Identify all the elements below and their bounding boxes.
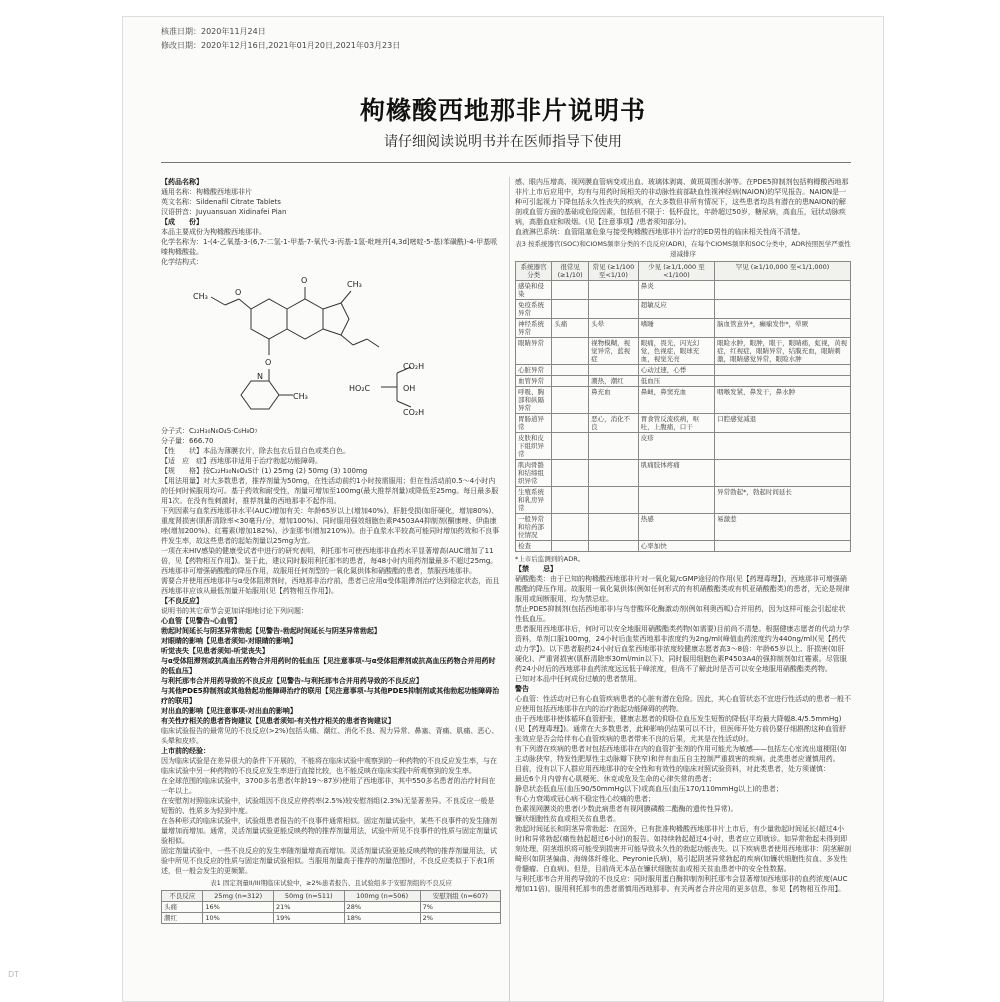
table3-cell: 头晕 [589,319,639,338]
adverse-hearing: 听觉丧失【见患者须知-听觉丧失】 [161,647,269,655]
table3-cell: 眼睛异常 [516,338,552,365]
table3-cell: 生殖系统和乳房异常 [516,487,552,514]
adverse-intro: 说明书的其它章节会更加详细地讨论下列问题： [161,607,308,615]
table1-cell: 21% [273,902,344,913]
section-adverse-reactions: 【不良反应】 [161,597,203,605]
table3-cell: 潮热，潮红 [589,376,639,387]
table1-cell: 10% [203,913,274,924]
pyrimidine-ring [287,299,323,339]
table3-cell: 检查 [516,541,552,552]
table1-header: 25mg (n=312) [203,891,274,902]
table3-row [516,487,851,514]
piperazine-ring [241,381,279,409]
table3-cell [715,541,851,552]
contra-timing: 患者服用西地那非后，何时可以安全地服用硝酸酯类药物(如需要)目前尚不清楚。根据健康志愿者的代动力学资料，单剂口服100mg，24小时后血浆西地那非浓度约为2ng/ml(峰值血药浓度约为440ng/ml)(见【药代动力学】)。以下患者服药24小时后血浆西地那非浓度较健康志愿者高3～8倍：年龄65岁以上、肝损害(如肝硬化)、严重肾损害(肌酐清除率30ml/min以下)、同时服用细胞色素P4503A4的强抑制剂如红霉素。尽管服药24小时后的西地那非血药浓度远远低于峰浓度，但尚不了解此时是否可以安全地服用硝酸酯类药物。 [515,625,850,673]
table3-cell: 心动过速，心悸 [638,365,714,376]
adverse-counseling: 有关性疗相关的患者咨询建议【见患者须知-有关性疗相关的患者咨询建议】 [161,717,395,725]
table3-cell [589,281,639,300]
adverse-eyes: 对眼睛的影响【见患者须知-对眼睛的影响】 [161,637,297,645]
contra-allergy: 已知对本品中任何成份过敏的患者禁用。 [515,675,641,683]
table3-cell [552,376,589,387]
column-divider [509,177,510,1001]
table3-cell [715,300,851,319]
table3-row [516,365,851,376]
table3-cell: 胃肠道异常 [516,414,552,433]
table1-cell: 头痛 [162,902,203,913]
chem-label-ether-o: O [235,288,242,297]
premarket-p4: 在各种形式的临床试验中，试验组患者报告的不良事件通常相似。固定剂量试验中，某些不良事件的发生随剂量增加而增加。通常，灵活剂量试验更能反映药物的推荐剂量用法，试验中所见不良事件的性质与固定剂量试验相似。 [161,817,497,845]
table3-cell [552,281,589,300]
table3-cell: 皮肤和皮下组织异常 [516,433,552,460]
ritonavir-note: 一项在未HIV感染的健康受试者中进行的研究表明，利托那韦可使西地那非血药水平显著增高(AUC增加了11倍，见【药物相互作用】)。鉴于此，建议同时服用利托那韦的患者，每48小时内用药剂量最多不超过25mg。 [161,547,498,565]
table3-cell: 神经系统异常 [516,319,552,338]
left-column [161,177,501,1001]
adverse-bleeding: 对出血的影响【见注意事项-对出血的影响】 [161,707,297,715]
table3-header: 少见 (≥1/1,000 至<1/100) [638,262,714,281]
revision-date: 修改日期：2020年12月16日,2021年01月20日,2021年03月23日 [161,41,401,50]
generic-name: 通用名称：枸橼酸西地那非片 [161,188,252,196]
table3-cell: 眼睑水肿，眼肿，眼干，眼睛痛，虹视，黄视症，红视症，眼睛异常，结膜充血，眼睛刺激，眼睛感觉异常，眼睑水肿 [715,338,851,365]
table1-row [162,902,501,913]
chem-label-n-methyl: CH₃ [293,392,308,401]
chem-label-carbonyl-o: O [301,276,308,285]
table1-header-row [162,891,501,902]
adverse-pde5: 与其他PDE5抑制剂或其他勃起功能障碍治疗的联用【见注意事项-与其他PDE5抑制剂或其他勃起功能障碍治疗的联用】 [161,687,500,705]
chemical-name: 化学名称为：1-(4-乙氧基-3-(6,7-二氢-1-甲基-7-氧代-3-丙基-1氢-吡唑并[4,3d]嘧啶-5-基)苯磺酰)-4-甲基哌嗪枸橼酸盐。 [161,238,498,256]
table3-cell: 易激惹 [715,514,851,541]
section-drug-name: 【药品名称】 [161,178,203,186]
table1-row [162,913,501,924]
table3-cell: 头痛 [552,319,589,338]
contra-nitrates: 硝酸酯类：由于已知的枸橼酸西地那非片对一氧化氮/cGMP途径的作用(见【药理毒理】)，西地那非可增强硝酸酯的降压作用。故服用一氧化氮供体(例如任何形式的有机硝酸酯类或有机亚硝酸酯类)的患者，无论是规律服用或间断服用，均为禁忌症。 [515,575,850,603]
indications: 【适 应 症】西地那非适用于治疗勃起功能障碍。 [161,457,322,465]
table3-cell [552,300,589,319]
table3-cell: 呼吸、胸部和纵隔异常 [516,387,552,414]
chem-label-ethyl-ch3: CH₃ [193,292,208,301]
table3-header: 常见 (≥1/100 至<1/10) [589,262,639,281]
warning-vasodilation: 由于西地那非使体循环血管舒张，健康志愿者的仰卧位血压发生短暂的降低(平均最大降幅8.4/5.5mmHg)(见【药理毒理】)。通常在大多数患者，此种影响仍结果可以不计，但医师开处方前仍要仔细斟酌这种血管舒张效应是否会给伴有心血管疾病的患者带来不良的后果，尤其是在性活动时。 [515,715,846,743]
table3-cell [552,387,589,414]
table3-cell [552,487,589,514]
table3-cell [552,541,589,552]
molecular-weight: 分子量：666.70 [161,437,214,445]
table3-cell: 胃食管反流疾病，呕吐，上腹痛，口干 [638,414,714,433]
warning-list-1: 最近6个月内曾有心肌梗死、休克或危及生命的心律失常的患者； [515,775,716,783]
blood-system-note: 血液淋巴系统：血管阻塞危象与接受枸橼酸西地那非片治疗的ED男性的临床相关性尚不清楚。 [515,228,805,236]
table3-row [516,300,851,319]
table3-cell: 一般异常和给药部位情况 [516,514,552,541]
chem-label-oh: OH [403,384,416,393]
table1-caption: 表1 固定剂量II/III期临床试验中，≥2%患者报告、且试验组多于安慰剂组的不良反应 [210,879,452,887]
premarket-heading: 上市前的经验： [161,747,210,755]
auc-factors: 下列因素与血浆西地那非水平(AUC)增加有关：年龄65岁以上(增加40%)、肝脏受损(如肝硬化，增加80%)、重度肾损害(肌酐清除率<30毫升/分，增加100%)、同时服用强效细胞色素P4503A4抑制剂(酮康唑、伊曲康唑(增加200%)、红霉素(增加182%)、沙奎那韦(增加210%))。由于血浆水平较高可能同时增加药效和不良事件发生率，故这些患者的起始剂量以25mg为宜。 [161,507,500,545]
table3-header-row [516,262,851,281]
section-composition: 【成 份】 [161,218,203,226]
table1-cell: 2% [420,913,500,924]
table3-cell [552,514,589,541]
english-name: 英文名称：Sildenafil Citrate Tablets [161,198,281,206]
chemical-structure-figure [181,269,441,419]
chem-label-co2h-bottom: CO₂H [403,408,425,417]
table3-cell: 眼痛，畏光，闪光幻觉，色视症，眼球充血，视觉光亮 [638,338,714,365]
warning-priapism: 勃起时间延长和阴茎异常勃起：在国外，已有批准枸橼酸西地那非片上市后，有少量勃起时间延长(超过4小时)和异常勃起(痛性勃起超过6小时)的报告。如持续勃起超过4小时，患者应立即就诊。如异常勃起未得到即刻处理，阴茎组织将可能受到损害并可能导致永久性的勃起功能丧失。以下疾病患者使用西地那非：阴茎解剖畸形(如阴茎偏曲、海绵体纤维化、Peyronie氏病)，易引起阴茎异常勃起的疾病(如镰状细胞性贫血、多发性骨髓瘤、白血病)。但是，目前尚无本品在镰状细胞贫血或相关贫血患者中的安全性数据。 [515,825,851,873]
section-contraindications: 【禁 忌】 [515,565,557,573]
table3-cell [552,433,589,460]
warning-sensitive-patients: 有下列潜在疾病的患者对包括西地那非在内的血管扩张剂的作用可能尤为敏感——包括左心室流出道梗阻(如主动脉狭窄，特发性肥厚性主动脉瓣下狭窄)和伴有血压自主控制严重损害的疾病。此类患者应谨慎用药。 [515,745,847,763]
warning-list-2: 静息状态低血压(血压90/50mmHg以下)或高血压(血压170/110mmHg以上)的患者； [515,785,783,793]
table1-header: 100mg (n=506) [344,891,420,902]
table1-cell: 18% [344,913,420,924]
common-adverse: 临床试验报告的最常见的不良反应(>2%)包括头痛、潮红、消化不良、视力异常、鼻塞、背痛、肌痛、恶心、头晕和皮疹。 [161,727,499,745]
table1-cell: 28% [344,902,420,913]
table3-header: 很常见 (≥1/10) [552,262,589,281]
table3-cell [552,338,589,365]
table3-header: 系统器官分类 [516,262,552,281]
table1-cell: 潮红 [162,913,203,924]
table3-row [516,387,851,414]
table3-cell [552,365,589,376]
premarket-p1: 因为临床试验是在差异很大的条件下开展的，不能将在临床试验中观察到的一种药物的不良反应发生率，与在临床试验中另一种药物的不良反应发生率进行直接比较，也不能反映在临床实践中所观察到的发生率。 [161,757,497,775]
table1-header: 50mg (n=511) [273,891,344,902]
instruction-leaflet [122,16,884,1002]
pinyin-name: 汉语拼音：Juyuansuan Xidinafei Pian [161,208,287,216]
table3-row [516,319,851,338]
adverse-priapism: 勃起时间延长与阴茎异常勃起【见警告-勃起时间延长与阴茎异常勃起】 [161,627,381,635]
table3-cell: 嗜睡 [638,319,714,338]
warning-no-data: 目前，没有以下人群应用西地那非的安全性和有效性的临床对照试验资料，对此类患者，处方须谨慎： [515,765,830,773]
table3-cell: 心脏异常 [516,365,552,376]
document-title: 枸橼酸西地那非片说明书 [359,96,646,125]
table3-cell: 恶心，消化不良 [589,414,639,433]
table3-cell [589,487,639,514]
table3-cell: 视物模糊，视觉异常，蓝视症 [589,338,639,365]
dosage-usage: 【用法用量】对大多数患者，推荐剂量为50mg，在性活动前约1小时按需服用；但在性活动前0.5～4小时内的任何时候服用均可。基于药效和耐受性，剂量可增加至100mg(最大推荐剂量)或降低至25mg。每日最多服用1次。在没有性刺激时，推荐剂量的西地那非不起作用。 [161,477,499,505]
table3-row [516,338,851,365]
warning-ritonavir: 与利托那韦合并用药导致的不良反应：同时服用蛋白酶抑制剂利托那韦会显著增加西地那非的血药浓度(AUC增加11倍)。服用利托那韦的患者需慎用西地那非。有关两者合并应用的更多信息，参见【药物相互作用】。 [515,875,848,893]
premarket-p5: 固定剂量试验中，一些不良反应的发生率随剂量增高而增加。灵活剂量试验更能反映药物的推荐剂量用法，试验中所见不良反应的性质与固定剂量试验相似。当服用剂量高于推荐的剂量范围时，不良反应类似于下表1所述，但一般会发生的更频繁。 [161,847,497,875]
adverse-ritonavir: 与利托那韦合并用药导致的不良反应【见警告-与利托那韦合并用药导致的不良反应】 [161,677,423,685]
table3-cell: 超敏反应 [638,300,714,319]
table1-cell: 7% [420,902,500,913]
chem-label-methyl-ch3: CH₃ [347,280,362,289]
right-column [515,177,851,1001]
alpha-blocker-note: 需要合并使用西地那非与α受体阻滞剂时，西地那非治疗前，患者已应用α受体阻滞剂治疗达到稳定状态，而且西地那非应该从最低剂量开始服用(见【药物相互作用】)。 [161,577,500,595]
adverse-hypotension: 与α受体阻滞剂或抗高血压药物合并用药时的低血压【见注意事项-与α受体阻滞剂或抗高血压药物合并用药时的低血压】 [161,657,496,675]
structure-label: 化学结构式： [161,258,203,266]
table3-cell [715,433,851,460]
table3-cell [589,433,639,460]
chem-label-co2h-top: CO₂H [403,362,425,371]
properties: 【性 状】本品为薄膜衣片，除去包衣后显白色或类白色。 [161,447,350,455]
table3-cell [589,514,639,541]
table3-cell [715,376,851,387]
table3-row [516,281,851,300]
warning-list-5: 镰状细胞性贫血或相关贫血患者。 [515,815,620,823]
main-ingredient: 本品主要成份为枸橼酸西地那非。 [161,228,266,236]
table3-cell: 鼻衄，鼻窦充血 [638,387,714,414]
table1-cell: 19% [273,913,344,924]
table3-cell: 鼻充血 [589,387,639,414]
table3-cell [715,460,851,487]
table1-cell: 16% [203,902,274,913]
table3-header: 罕见 (≥1/10,000 至<1/1,000) [715,262,851,281]
table3-cell: 异常勃起*，勃起时间延长 [715,487,851,514]
table3-cell [715,281,851,300]
chem-label-piperazine-n: N [257,372,263,381]
table3-cell: 血管异常 [516,376,552,387]
table3-cell [638,487,714,514]
table3-cell: 肌肉骨骼和结缔组织异常 [516,460,552,487]
table3-row [516,414,851,433]
table3-cell [552,460,589,487]
table3-cell: 鼻炎 [638,281,714,300]
watermark: DT [8,970,20,979]
table3 [515,261,851,552]
table1-header: 安慰剂组 (n=607) [420,891,500,902]
table3-cell: 脑血管意外*，癫痫发作*，晕厥 [715,319,851,338]
warning-list-3: 有心力衰竭或冠心病不稳定性心绞痛的患者； [515,795,655,803]
nitrate-note: 西地那非可增强硝酸酯的降压作用，故服用任何剂型的一氧化氮供体和硝酸酯的患者，禁服西地那非。 [161,567,476,575]
table3-cell: 感染和侵染 [516,281,552,300]
table3-cell [589,365,639,376]
table3-row [516,541,851,552]
premarket-p2: 在全球范围的临床试验中，3700多名患者(年龄19～87岁)使用了西地那非，其中550多名患者的治疗时间在一年以上。 [161,777,496,795]
premarket-p3: 在安慰剂对照临床试验中，试验组因不良反应停药率(2.5%)较安慰剂组(2.3%)无显著差异。不良反应一般是短暂的、性质多为轻到中度。 [161,797,495,815]
adverse-cardiovascular: 心血管【见警告-心血管】 [161,617,241,625]
section-warnings: 警告 [515,685,529,693]
pyrazole-ring [323,303,349,335]
molecular-formula: 分子式：C₂₂H₃₀N₆O₄S·C₆H₈O₇ [161,427,258,435]
table3-cell: 肌痛肢体疼痛 [638,460,714,487]
specifications: 【规 格】按C₂₂H₃₀N₆O₄S计 (1) 25mg (2) 50mg (3) 100mg [161,467,368,475]
table3-row [516,376,851,387]
table3-cell [589,541,639,552]
eye-effects-continued: 感、眼内压增高、视网膜血管病变或出血、玻璃体剥离、黄斑周围水肿等。在PDE5抑制剂包括枸橼酸西地那非片上市后应用中，均有与用药时间相关的非动脉性前部缺血性视神经病(NAION)的罕见报告。NAION是一种可引起视力下降包括永久性丧失的疾病，在大多数但非所有情况下，这些患者均具有潜在的患NAION的解剖或血管方面的基础或危险因素，包括但不限于：低杯盘比，年龄超过50岁，糖尿病，高血压，冠状动脉疾病，高脂血症和吸烟。(见【注意事项】/患者须知部分)。 [515,178,849,226]
table3-note: *上市后监测到的ADR。 [515,555,585,563]
table3-cell [589,460,639,487]
table3-caption: 表3 按系统器官(SOC)和CIOMS频率分类的不良反应(ADR)，在每个CIOMS频率和SOC分类中，ADR按照医学严重性递减排序 [515,240,851,258]
contra-riociguat: 禁止PDE5抑制剂(包括西地那非)与鸟苷酸环化酶激动剂(例如利奥西呱)合并用药，因为这样可能会引起症状性低血压。 [515,605,846,623]
document-subtitle: 请仔细阅读说明书并在医师指导下使用 [384,134,622,150]
table3-cell: 口腔感觉减退 [715,414,851,433]
table3-row [516,514,851,541]
chem-label-sulfonyl-o: O [265,358,272,367]
table3-cell [715,365,851,376]
table3-cell [552,414,589,433]
table3-cell: 低血压 [638,376,714,387]
table3-row [516,433,851,460]
warning-list-4: 色素视网膜炎的患者(少数此病患者有视网膜磷酸二酯酶的遗传性异常)。 [515,805,738,813]
benzene-ring [251,299,287,339]
date-info [161,25,400,53]
table3-cell: 咽喉发紧，鼻发干，鼻水肿 [715,387,851,414]
table3-cell: 热感 [638,514,714,541]
title-divider [161,162,851,163]
table3-cell [589,300,639,319]
chem-label-ho2c: HO₂C [349,384,371,393]
warning-cardiovascular: 心血管：性活动对已有心血管疾病患者的心脏有潜在危险。因此，其心血管状态不宜进行性活动的患者一般不应使用包括西地那非在内的治疗勃起功能障碍的药物。 [515,695,851,713]
table1 [161,890,501,924]
approval-date: 核准日期：2020年11月24日 [161,27,266,36]
table3-cell: 心率加快 [638,541,714,552]
table3-cell: 免疫系统异常 [516,300,552,319]
table3-cell: 皮疹 [638,433,714,460]
table1-header: 不良反应 [162,891,203,902]
table3-row [516,460,851,487]
